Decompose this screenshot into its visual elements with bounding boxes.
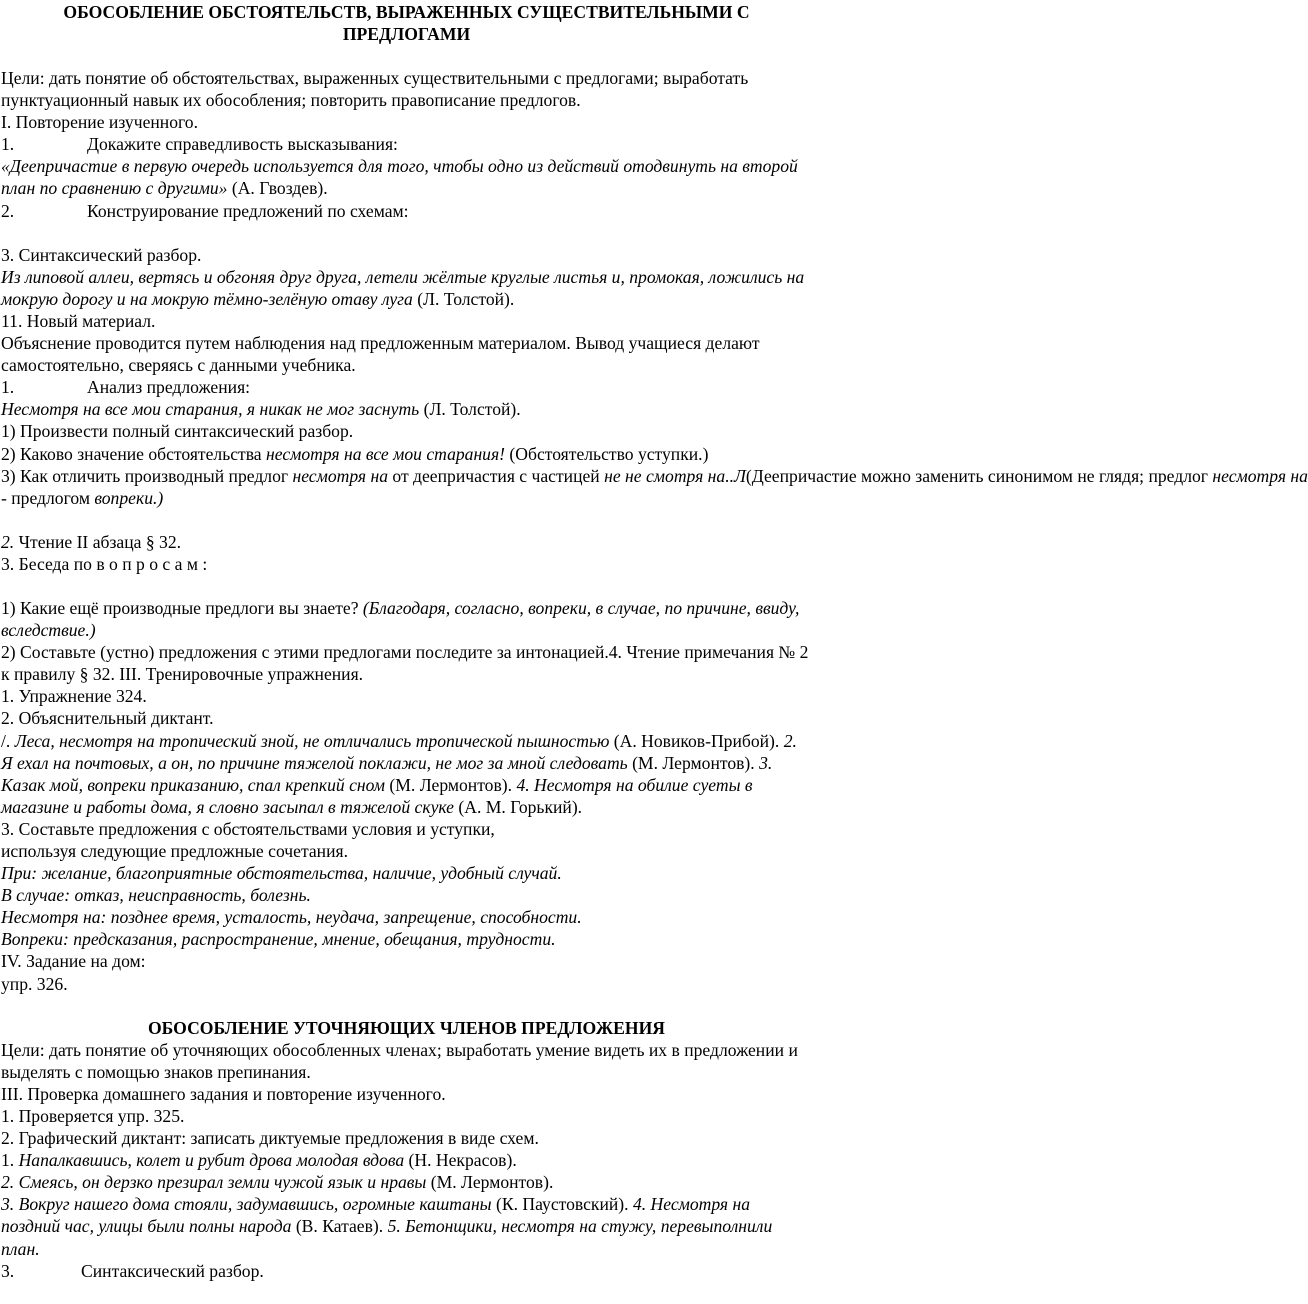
- part-heading: IV. Задание на дом:: [1, 951, 146, 972]
- item-number: 3.: [1, 1260, 15, 1281]
- sentence-author: (М. Лермонтов).: [426, 1172, 554, 1193]
- part-heading: I. Повторение изученного.: [1, 112, 198, 133]
- item-number: 2.: [1, 200, 15, 221]
- word-combination: При: желание, благоприятные обстоятельства, наличие, удобный случай.: [1, 863, 562, 884]
- list-item: 2. Графический диктант: записать диктуемые предложения в виде схем.: [1, 1128, 539, 1149]
- sentence-italic: 2. Смеясь, он дерзко презирал земли чужой язык и нравы: [1, 1172, 427, 1193]
- dictation-author: (М. Лермонтов).: [385, 774, 517, 795]
- question-item: [1, 597, 812, 641]
- question-answer: (Обстоятельство уступки.): [505, 443, 709, 464]
- part-heading: III. Проверка домашнего задания и повторение изученного.: [1, 1083, 446, 1104]
- word-combination: В случае: отказ, неисправность, болезнь.: [1, 885, 311, 906]
- dictation-paragraph: [1, 730, 812, 818]
- dictation-text: /.: [1, 730, 15, 751]
- homework-text: упр. 326.: [1, 973, 68, 994]
- sentence-item: [1, 1149, 812, 1171]
- goals-paragraph: Цели: дать понятие об уточняющих обособленных членах; выработать умение видеть их в предложении и выделять с помощью знаков препинания.: [1, 1039, 798, 1082]
- sentence-item: [1, 1171, 812, 1193]
- quote-text: «Деепричастие в первую очередь используется для того, чтобы одно из действий отодвинуть на второй план по сравнению с другими»: [1, 156, 798, 199]
- question-text: - предлогом: [1, 487, 95, 508]
- spacer: [1, 222, 812, 244]
- list-item: используя следующие предложные сочетания.: [1, 841, 348, 861]
- list-item: 3. Составьте предложения с обстоятельствами условия и уступки,: [1, 818, 495, 839]
- question-italic: (Благодаря, согласно, вопреки, в случае, по причине, ввиду, вследствие.): [1, 597, 800, 641]
- section-title-2: ОБОСОБЛЕНИЕ УТОЧНЯЮЩИХ ЧЛЕНОВ ПРЕДЛОЖЕНИЯ: [147, 1017, 665, 1038]
- sentence-author: (В. Катаев).: [291, 1216, 388, 1237]
- dictation-author: (А. Новиков-Прибой).: [609, 730, 784, 751]
- quote-paragraph: [1, 155, 812, 199]
- question-italic: не не смотря на..Л: [604, 465, 746, 486]
- sentence-italic: 3. Вокруг нашего дома стояли, задумавшись, огромные каштаны: [1, 1194, 492, 1215]
- dictation-author: (А. М. Горький).: [454, 796, 583, 817]
- dictation-italic: 3. Казак мой, вопреки приказанию, спал крепкий сном: [1, 752, 773, 795]
- quote-author: (Л. Толстой).: [419, 399, 521, 420]
- goals-paragraph: Цели: дать понятие об обстоятельствах, выраженных существительными с предлогами; выработать пунктуационный навык их обособления; повторить правописание предлогов.: [1, 68, 749, 111]
- spacer: [1, 575, 812, 597]
- dictation-author: (М. Лермонтов).: [627, 752, 760, 773]
- quote-text: Из липовой аллеи, вертясь и обгоняя друг друга, летели жёлтые круглые листья и, промокая, ложились на мокрую дорогу и на мокрую тёмно-зелёную отаву луга: [1, 266, 805, 309]
- spacer: [1, 509, 812, 531]
- sentence-item: [1, 1193, 812, 1259]
- quote-author: (Л. Толстой).: [412, 288, 515, 309]
- list-item: [1, 376, 812, 398]
- question-answer: (Деепричастие можно заменить синонимом не глядя; предлог: [745, 465, 1213, 486]
- question-item: [1, 443, 812, 465]
- sentence-italic: Напалкавшись, колет и рубит дрова молодая вдова: [18, 1150, 405, 1171]
- list-item: 3. Беседа по в о п р о с а м :: [1, 553, 208, 574]
- question-italic: несмотря на: [1212, 465, 1308, 486]
- list-item: 2. Объяснительный диктант.: [1, 708, 214, 729]
- question-item: [1, 487, 812, 509]
- item-text: Конструирование предложений по схемам:: [87, 200, 409, 221]
- list-item: [1, 200, 812, 222]
- word-combination: Вопреки: предсказания, распространение, мнение, обещания, трудности.: [1, 929, 556, 950]
- item-text: Чтение II абзаца § 32.: [14, 531, 182, 552]
- explain-paragraph: Объяснение проводится путем наблюдения над предложенным материалом. Вывод учащиеся делают самостоятельно, сверяясь с данными учебника.: [1, 333, 760, 376]
- sentence-number: 1.: [1, 1150, 19, 1171]
- list-item: 3. Синтаксический разбор.: [1, 244, 202, 265]
- question-text: 1) Какие ещё производные предлоги вы знаете?: [1, 597, 363, 618]
- list-item: [1, 531, 812, 553]
- quote-author: (А. Гвоздев).: [227, 178, 328, 199]
- question-italic: несмотря на: [292, 465, 388, 486]
- item-number: 1.: [1, 134, 15, 155]
- dictation-italic: Леса, несмотря на тропический зной, не отличались тропической пышностью: [14, 730, 610, 751]
- sentence-author: (К. Паустовский).: [491, 1194, 633, 1215]
- question-italic: несмотря на все мои старания!: [266, 443, 506, 464]
- question-item: 2) Составьте (устно) предложения с этими предлогами последите за интонацией.4. Чтение примечания № 2 к правилу § 32. III. Тренировочные упражнения.: [1, 642, 809, 685]
- question-text: 2) Каково значение обстоятельства: [1, 443, 267, 464]
- spacer: [1, 45, 812, 67]
- question-italic: вопреки.): [94, 487, 164, 508]
- question-text: от деепричастия с частицей: [388, 465, 605, 486]
- part-heading: 11. Новый материал.: [1, 310, 156, 331]
- question-item: 1) Произвести полный синтаксический разбор.: [1, 421, 354, 442]
- sentence-italic: 5. Бетонщики, несмотря на стужу, перевыполнили план.: [1, 1216, 773, 1259]
- list-item: [1, 1260, 812, 1282]
- question-item: [1, 465, 1308, 487]
- spacer: [1, 995, 812, 1017]
- dictation-italic: 2. Я ехал на почтовых, а он, по причине тяжелой поклажи, не мог за мной следовать: [1, 730, 797, 773]
- quote-paragraph: [1, 266, 812, 310]
- list-item: [1, 133, 812, 155]
- item-text: Анализ предложения:: [87, 377, 251, 398]
- sentence-author: (Н. Некрасов).: [404, 1150, 517, 1171]
- quote-text: Несмотря на все мои старания, я никак не мог заснуть: [1, 399, 420, 420]
- list-item: 1. Упражнение 324.: [1, 686, 147, 707]
- question-text: 3) Как отличить производный предлог: [1, 465, 293, 486]
- word-combination: Несмотря на: позднее время, усталость, неудача, запрещение, способности.: [1, 907, 582, 928]
- item-number: 2.: [1, 531, 15, 552]
- item-text: Синтаксический разбор.: [81, 1260, 264, 1281]
- dictation-italic: 4. Несмотря на обилие суеты в магазине и работы дома, я словно засыпал в тяжелой скуке: [1, 774, 753, 817]
- section-title-1: ОБОСОБЛЕНИЕ ОБСТОЯТЕЛЬСТВ, ВЫРАЖЕННЫХ СУЩЕСТВИТЕЛЬНЫМИ С ПРЕДЛОГАМИ: [63, 2, 750, 44]
- sentence-italic: 4. Несмотря на поздний час, улицы были полны народа: [1, 1194, 751, 1237]
- item-text: Докажите справедливость высказывания:: [87, 134, 398, 155]
- list-item: 1. Проверяется упр. 325.: [1, 1105, 185, 1126]
- quote-paragraph: [1, 398, 812, 420]
- item-number: 1.: [1, 377, 15, 398]
